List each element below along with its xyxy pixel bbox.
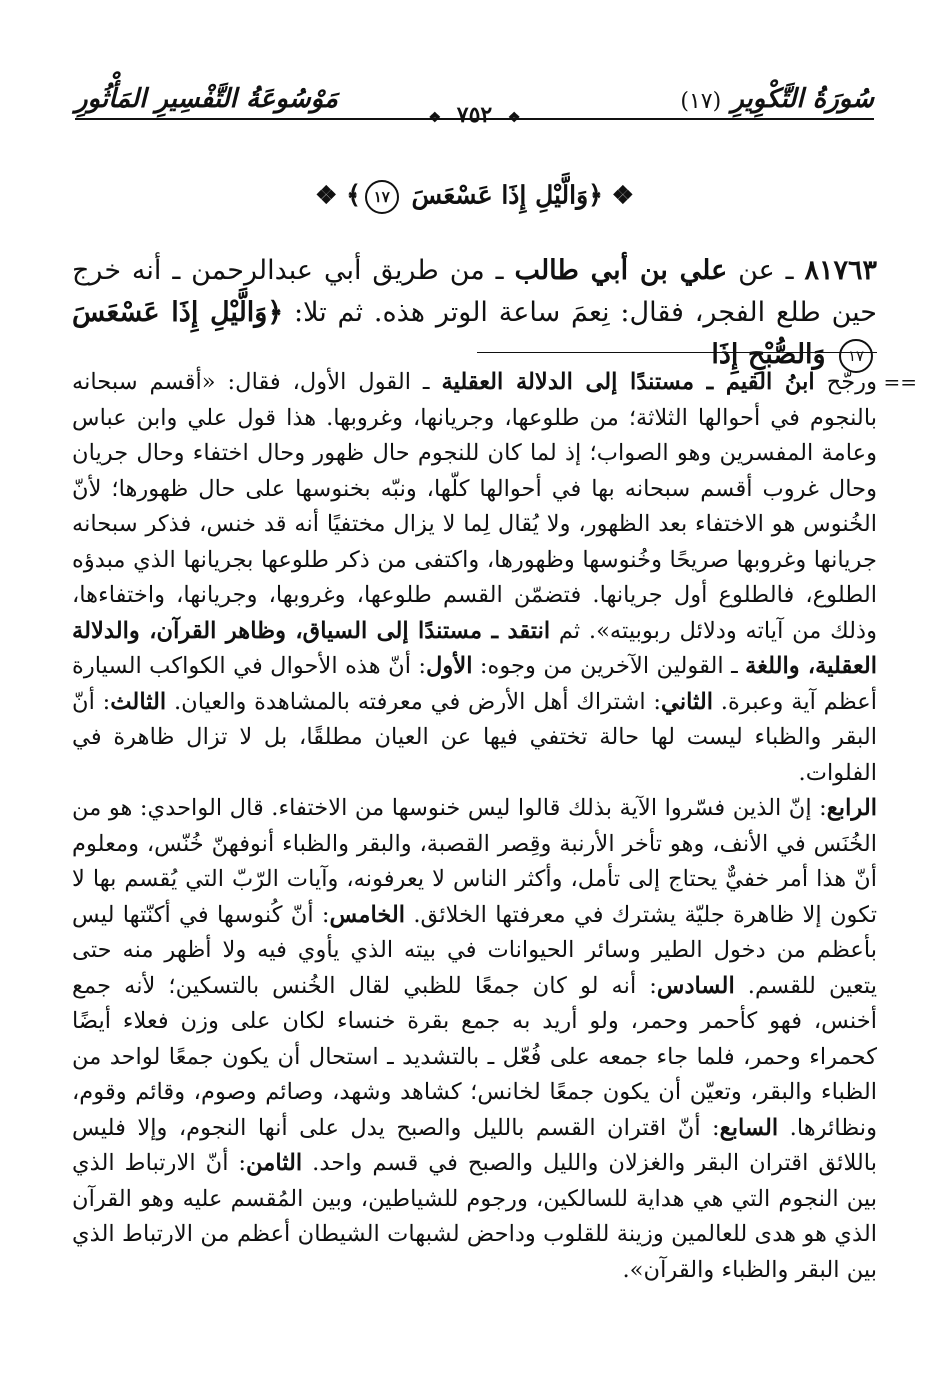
- footnote-paragraph: [72, 791, 877, 1288]
- verse-open-bracket: ﴿: [267, 297, 284, 328]
- verse-number-marker: ١٧: [839, 339, 873, 373]
- footnote-text: ـ القول الأول، فقال: «أقسم سبحانه بالنجوم في أحوالها الثلاثة؛ من طلوعها، وجريانها، وغروبها. هذا قول علي وابن عباس وعامة المفسرين وهو الصواب؛ إذ لما كان للنجوم حال ظهور وحال اختفاء وحال جريان وحال غروب أقسم سبحانه بها في أحوالها كلّها، ونبّه بخنوسها على حال ظهورها؛ لأنّ الخُنوس هو الاختفاء بعد الظهور، ولا يُقال لِما لا يزال مختفيًا أنه قد خنس، فذكر سبحانه جريانها وغروبها صريحًا وخُنوسها وظهورها، واكتفى من ذكر طلوعها بجريانها الذي مبدؤه الطلوع، فالطلوع أول جريانها. فتضمّن القسم طلوعها، وغروبها، وجريانها، واختفاءها، وذلك من آياته ودلائل ربوبيته». ثم: [72, 369, 877, 644]
- footnote-text: ـ القولين الآخرين من وجوه:: [472, 653, 746, 679]
- point-label: الأول: [426, 653, 473, 679]
- ornament-icon: ❖: [611, 180, 634, 210]
- verse-heading: [0, 180, 949, 214]
- footnote-bold: انتقد ـ مستندًا إلى السياق، وظاهر القرآن، والدلالة العقلية، واللغة: [72, 617, 878, 679]
- sura-name: سُورَةُ التَّكْوِيرِ: [731, 84, 874, 114]
- footnote-text: : أنه لو كان جمعًا للظبي لقال الخُنس بالتسكين؛ لأنه جمع أخنس، فهو كأحمر وحمر، ولو أريد به جمع بقرة خنساء لكان على وزن فعلاء أيضًا كحمراء وحمر، فلما جاء جمعه على فُعّل ـ بالتشديد ـ استحال أن يكون جمعًا لواحد من الظباء والبقر، وتعيّن أن يكون جمعًا لخانس؛ كشاهد وشهد، وصائم وصوم، وقائم وقوم، ونظائرها.: [72, 972, 877, 1141]
- hadith-number: ٨١٧٦٣: [804, 255, 878, 286]
- hadith-entry: [72, 250, 877, 376]
- hadith-text: ـ من طريق أبي عبدالرحمن ـ أنه خرج حين طلع الفجر، فقال: نِعمَ ساعة الوتر هذه. ثم تلا:: [72, 255, 877, 328]
- footnote-text: : إنّ الذين فسّروا الآية بذلك قالوا ليس خنوسها من الاختفاء. قال الواحدي: هو من الخُنَس في الأنف، وهو تأخر الأرنبة وقِصر القصبة، والبقر والظباء أنوفهنّ خُنّس، ومعلوم أنّ هذا أمر خفيٌّ يحتاج إلى تأمل، وأكثر الناس لا يعرفونه، وآيات الرّبّ التي يُقسم بها لا تكون إلا ظاهرة جليّة يشترك في معرفتها الخلائق.: [72, 795, 877, 928]
- footnote-text: : أنّ هذه الأحوال في الكواكب السيارة أعظم آية وعبرة.: [72, 653, 878, 715]
- footnote-paragraph: [72, 365, 877, 791]
- point-label: الثالث: [110, 688, 167, 715]
- book-title: مَوْسُوعَةُ التَّفْسِيرِ المَأْثُورِ: [75, 84, 338, 114]
- footnote-text: : أنّ كُنوسها في أكنّتها ليس بأعظم من دخول الطير وسائر الحيوانات في بيته الذي يأوي فيه ولا أظهر منه حتى يتعين للقسم.: [72, 901, 878, 999]
- ornament-icon: ❖: [507, 110, 521, 126]
- footnote-text: : أنّ اقتران القسم بالليل والصبح يدل على أنها النجوم، وإلا فليس باللائق اقتران البقر والغزلان والليل والصبح في قسم واحد.: [72, 1114, 877, 1176]
- point-label: الرابع: [826, 795, 877, 821]
- footnote-text: : اشتراك أهل الأرض في معرفته بالمشاهدة والعيان.: [166, 688, 662, 715]
- verse-reference: (١٧): [680, 89, 722, 114]
- quoted-verse-continuation: وَالصُّبْحِ إِذَا: [711, 339, 835, 370]
- footnote-separator: [477, 352, 877, 353]
- footnote-text: : أنّ الارتباط الذي بين النجوم التي هي هداية للسالكين، ورجوم للشياطين، وبين المُقسم عليه وهو القرآن الذي هو هدى للعالمين وزينة للقلوب وداحض لشبهات الشيطان أعظم من الارتباط الذي بين البقر والظباء والقرآن».: [72, 1150, 877, 1283]
- ornament-icon: ❖: [428, 110, 442, 126]
- point-label: الخامس: [329, 901, 406, 928]
- hadith-text: ـ عن: [727, 255, 805, 286]
- point-label: الثاني: [661, 688, 714, 715]
- verse-number-marker: ١٧: [365, 180, 399, 214]
- continuation-mark: ==: [883, 370, 917, 394]
- page-number: ٧٥٢: [456, 102, 493, 128]
- footnote-text: ورجّح: [814, 369, 877, 395]
- footnote: [72, 365, 917, 1288]
- footnote-bold: ابنُ القيم ـ مستندًا إلى الدلالة العقلية: [441, 369, 815, 395]
- verse-open-bracket: ﴿: [588, 180, 603, 210]
- point-label: السابع: [719, 1114, 779, 1141]
- ornament-icon: ❖: [314, 180, 338, 210]
- narrator-name: علي بن أبي طالب: [514, 255, 728, 286]
- quoted-verse: وَالَّيْلِ إِذَا عَسْعَسَ: [72, 297, 268, 328]
- point-label: الثامن: [246, 1150, 303, 1176]
- footnote-text: : أنّ البقر والظباء ليست لها حالة تختفي فيها عن العيان مطلقًا، بل لا تزال ظاهرة في الفلوات.: [72, 688, 877, 786]
- page-number-row: [0, 102, 949, 128]
- verse-close-bracket: ﴾: [346, 180, 361, 210]
- point-label: السادس: [656, 972, 735, 999]
- verse-text: وَالَّيْلِ إِذَا عَسْعَسَ: [411, 180, 589, 210]
